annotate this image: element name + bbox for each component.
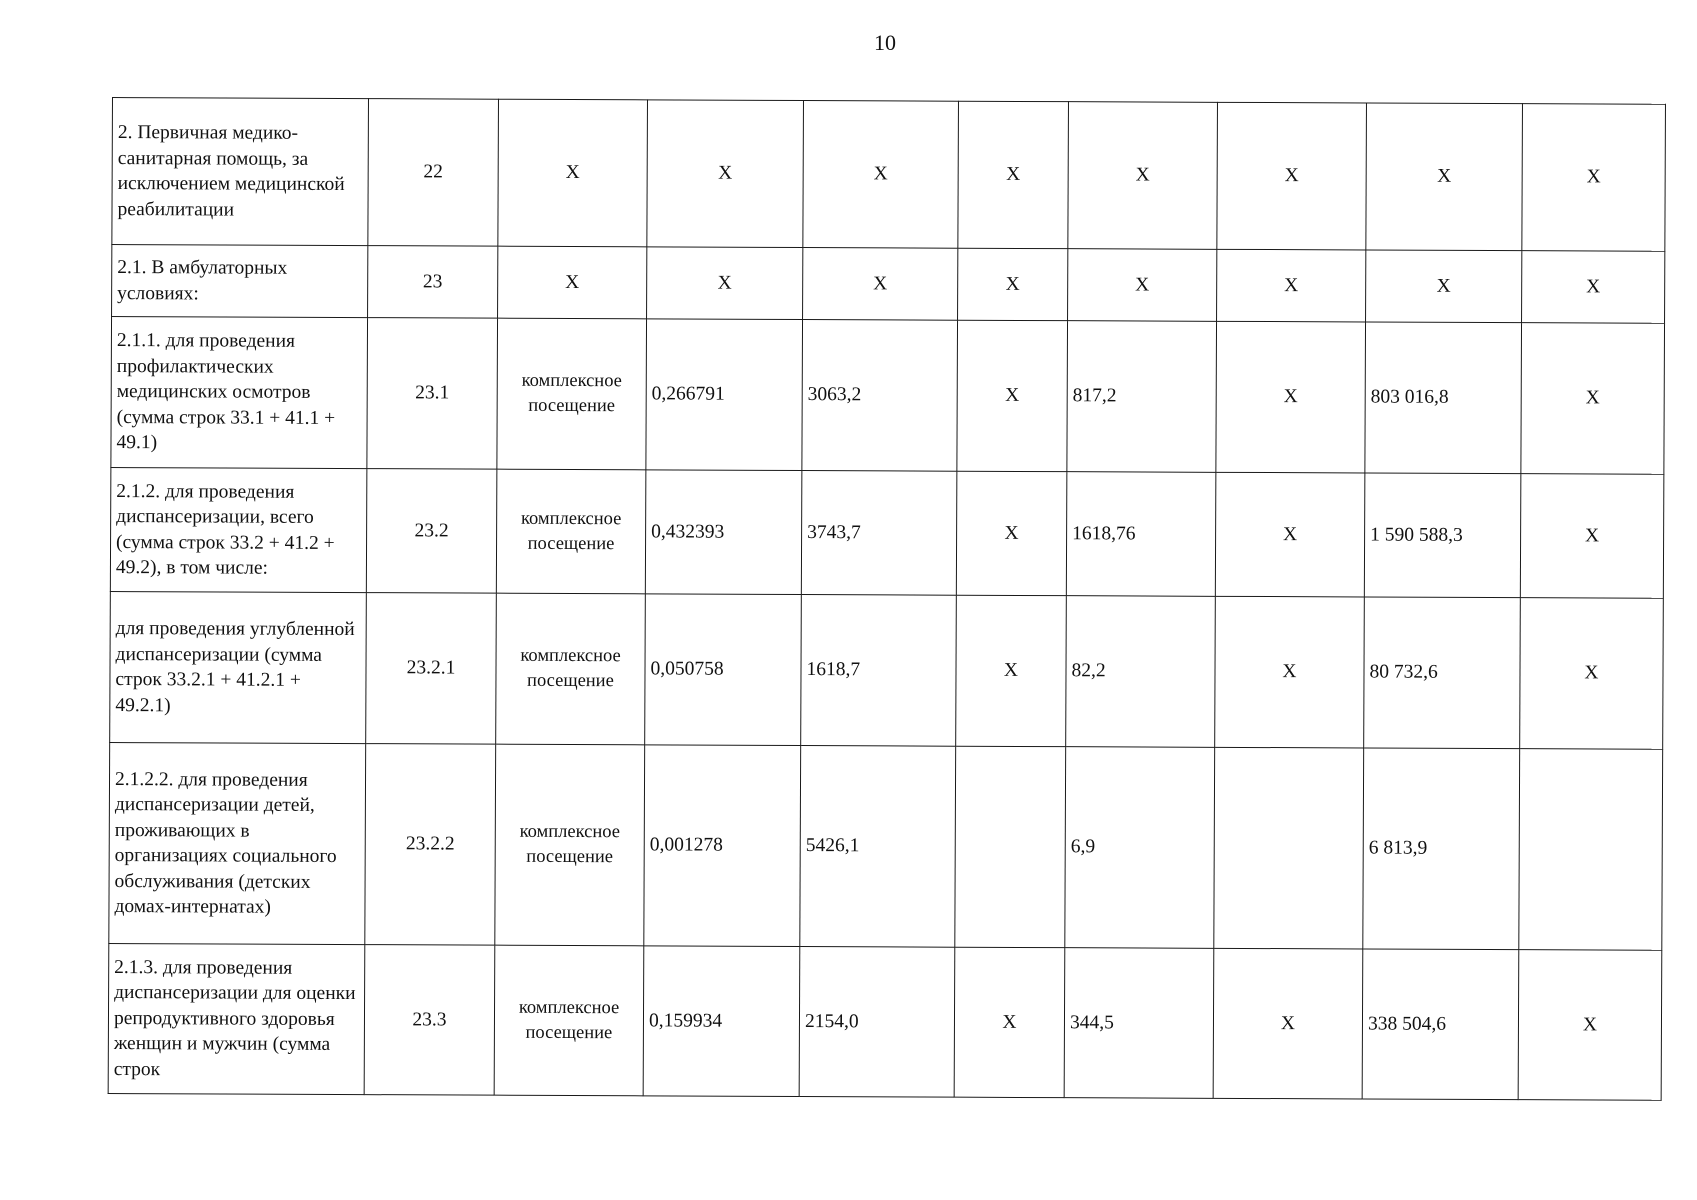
row-col6 <box>955 746 1066 947</box>
table-row <box>111 317 1665 475</box>
row-norm: 0,432393 <box>645 470 802 595</box>
table-row <box>109 742 1663 950</box>
row-total: 803 016,8 <box>1365 322 1522 474</box>
row-col6: Х <box>954 947 1065 1097</box>
row-norm: Х <box>647 247 803 320</box>
row-col8: Х <box>1215 596 1365 748</box>
row-name: для проведения углубленной диспансеризации (сумма строк 33.2.1 + 41.2.1 + 49.2.1) <box>110 591 367 743</box>
row-unit: комплексное посещение <box>496 593 646 745</box>
table-row <box>110 467 1664 598</box>
funding-table <box>108 97 1666 1101</box>
row-line-number: 23.2.2 <box>365 744 496 946</box>
row-per-capita: 82,2 <box>1066 596 1216 748</box>
row-name: 2.1.3. для проведения диспансеризации для оценки репродуктивного здоровья женщин и мужчин (сумма строк <box>108 943 365 1094</box>
row-cost: 5426,1 <box>800 746 956 948</box>
table-row <box>112 98 1666 252</box>
row-norm: Х <box>647 100 804 248</box>
row-unit: комплексное посещение <box>496 469 646 594</box>
row-col10: Х <box>1518 950 1662 1101</box>
row-col8: Х <box>1215 472 1365 597</box>
row-name: 2.1.2.2. для проведения диспансеризации детей, проживающих в организациях социального обслуживания (детских домах-интернатах) <box>109 742 366 944</box>
row-per-capita: 6,9 <box>1065 747 1215 949</box>
row-col10 <box>1519 749 1663 951</box>
row-norm: 0,050758 <box>645 594 802 746</box>
row-per-capita: 817,2 <box>1067 321 1217 473</box>
row-col10: Х <box>1521 323 1665 475</box>
row-cost: Х <box>803 248 958 321</box>
page-number: 10 <box>874 30 896 55</box>
table-row <box>110 591 1664 749</box>
row-cost: 3063,2 <box>802 320 958 472</box>
row-col10: Х <box>1520 474 1664 599</box>
row-line-number: 22 <box>368 99 499 247</box>
row-total: 338 504,6 <box>1362 949 1519 1100</box>
row-cost: 1618,7 <box>801 595 957 747</box>
row-line-number: 23.1 <box>367 318 498 470</box>
row-per-capita: Х <box>1068 249 1217 322</box>
row-norm: 0,001278 <box>644 745 801 947</box>
row-total: Х <box>1366 103 1523 251</box>
row-col6: Х <box>956 471 1067 595</box>
row-unit: комплексное посещение <box>497 318 647 470</box>
row-norm: 0,266791 <box>646 319 803 471</box>
row-per-capita: 344,5 <box>1064 948 1214 1099</box>
row-col8 <box>1214 747 1364 949</box>
row-per-capita: Х <box>1068 102 1218 250</box>
row-unit: Х <box>498 99 648 247</box>
row-cost: 2154,0 <box>799 947 955 1098</box>
row-total: 1 590 588,3 <box>1364 473 1521 598</box>
table-row <box>108 943 1662 1100</box>
row-col8: Х <box>1216 321 1366 473</box>
row-unit: комплексное посещение <box>495 744 645 946</box>
row-unit: Х <box>498 246 647 319</box>
row-line-number: 23 <box>368 246 498 319</box>
row-col6: Х <box>958 101 1069 248</box>
row-name: 2.1.1. для проведения профилактических медицинских осмотров (сумма строк 33.1 + 41.1 + 49.1) <box>111 317 368 469</box>
row-col6: Х <box>957 320 1068 471</box>
row-col10: Х <box>1522 251 1665 324</box>
table-row <box>112 245 1665 324</box>
row-line-number: 23.3 <box>364 945 495 1096</box>
row-name: 2.1.2. для проведения диспансеризации, всего (сумма строк 33.2 + 41.2 + 49.2), в том числе: <box>110 467 367 592</box>
row-col6: Х <box>958 248 1068 320</box>
row-line-number: 23.2.1 <box>366 593 497 745</box>
row-col8: Х <box>1213 948 1363 1099</box>
row-total: Х <box>1366 250 1522 323</box>
row-col10: Х <box>1520 598 1664 750</box>
row-per-capita: 1618,76 <box>1066 472 1216 597</box>
row-name: 2. Первичная медико-санитарная помощь, за исключением медицинской реабилитации <box>112 98 369 246</box>
row-col8: Х <box>1217 102 1367 250</box>
row-col10: Х <box>1522 104 1666 252</box>
row-total: 6 813,9 <box>1363 748 1520 950</box>
row-total: 80 732,6 <box>1364 597 1521 749</box>
row-line-number: 23.2 <box>366 469 497 594</box>
row-cost: Х <box>803 101 959 249</box>
row-cost: 3743,7 <box>801 471 957 596</box>
row-unit: комплексное посещение <box>494 945 644 1096</box>
row-col8: Х <box>1217 249 1366 322</box>
row-col6: Х <box>956 595 1067 746</box>
row-norm: 0,159934 <box>643 946 800 1097</box>
row-name: 2.1. В амбулаторных условиях: <box>112 245 368 318</box>
